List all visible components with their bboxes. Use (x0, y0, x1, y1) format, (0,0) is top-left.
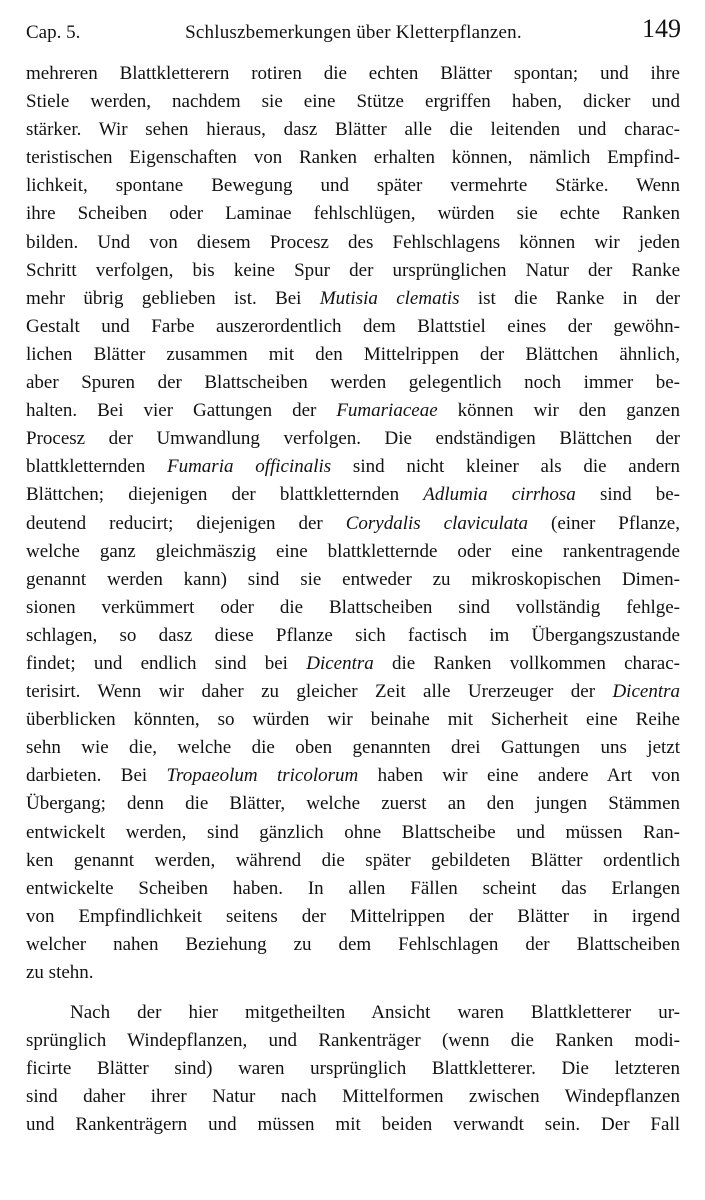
text-line (26, 1027, 680, 1055)
species-name: Corydalis claviculata (345, 512, 529, 534)
paragraph-gap (26, 987, 680, 999)
line-text: die Ranken vollkommen charac- (373, 652, 680, 674)
line-text: schlagen, so dasz diese Pflanze sich factisch im Übergangszustande (26, 624, 680, 646)
text-line (26, 819, 680, 847)
text-line (26, 116, 680, 144)
line-text: überblicken könnten, so würden wir beinahe mit Sicherheit eine Reihe (26, 709, 680, 731)
line-text: darbieten. Bei (26, 765, 167, 787)
line-text: stärker. Wir sehen hieraus, dasz Blätter alle die leitenden und charac- (26, 119, 680, 141)
species-name: Adlumia cirrhosa (423, 484, 576, 506)
line-text: bilden. Und von diesem Procesz des Fehlschlagens können wir jeden (26, 231, 680, 253)
text-line (26, 931, 680, 959)
line-text: sprünglich Windepflanzen, und Rankenträger (wenn die Ranken modi- (26, 1030, 680, 1052)
text-line (26, 229, 680, 257)
chapter-label: Cap. 5. (26, 22, 81, 43)
text-line (26, 847, 680, 875)
line-text: welcher nahen Beziehung zu dem Fehlschlagen der Blattscheiben (26, 933, 680, 955)
text-line (26, 172, 680, 200)
text-line (26, 285, 680, 313)
line-text: sind be- (575, 484, 680, 506)
paragraph-start-line (26, 999, 680, 1027)
line-text: Nach der hier mitgetheilten Ansicht waren Blattkletterer ur- (70, 1002, 680, 1024)
line-text: Blättchen; diejenigen der blattkletternden (26, 484, 424, 506)
line-text: und Rankenträgern und müssen mit beiden verwandt sein. Der Fall (26, 1114, 680, 1136)
text-line (26, 369, 680, 397)
line-text: mehreren Blattkletterern rotiren die echten Blätter spontan; und ihre (26, 63, 680, 84)
line-text: ihre Scheiben oder Laminae fehlschlügen, würden sie echte Ranken (26, 203, 680, 225)
line-text: haben wir eine andere Art von (358, 765, 680, 787)
text-line (26, 875, 680, 903)
text-line (26, 88, 680, 116)
text-line (26, 622, 680, 650)
line-text: ist die Ranke in der (459, 287, 680, 309)
running-title: Schluszbemerkungen über Kletterpflanzen. (185, 22, 522, 43)
line-text: können wir den ganzen (437, 400, 680, 422)
line-text: genannt werden kann) sind sie entweder zu mikroskopischen Dimen- (26, 568, 680, 590)
family-name: Fumariaceae (336, 400, 438, 422)
text-line (26, 734, 680, 762)
line-text: entwickelt werden, sind gänzlich ohne Blattscheibe und müssen Ran- (26, 821, 680, 843)
text-line (26, 144, 680, 172)
line-text: sehn wie die, welche die oben genannten drei Gattungen uns jetzt (26, 737, 680, 759)
line-text: Gestalt und Farbe auszerordentlich dem Blattstiel eines der gewöhn- (26, 315, 680, 337)
line-text: sind nicht kleiner als die andern (331, 456, 680, 478)
line-text: findet; und endlich sind bei (26, 652, 307, 674)
paragraph-end-line (26, 959, 680, 987)
text-line (26, 762, 680, 790)
line-text: lichkeit, spontane Bewegung und später vermehrte Stärke. Wenn (26, 175, 680, 197)
text-line (26, 706, 680, 734)
line-text: halten. Bei vier Gattungen der (26, 400, 337, 422)
line-text: terisirt. Wenn wir daher zu gleicher Zeit alle Urerzeuger der (26, 681, 613, 703)
line-text: blattkletternden (26, 456, 167, 478)
text-line (26, 510, 680, 538)
text-line (26, 200, 680, 228)
text-line (26, 397, 680, 425)
page-number: 149 (642, 14, 681, 43)
species-name: Tropaeolum tricolorum (166, 765, 359, 787)
line-text: von Empfindlichkeit seitens der Mittelrippen der Blätter in irgend (26, 905, 680, 927)
line-text: ficirte Blätter sind) waren ursprünglich Blattkletterer. Die letzteren (26, 1058, 680, 1080)
line-text: lichen Blätter zusammen mit den Mittelrippen der Blättchen ähnlich, (26, 343, 680, 365)
line-text: entwickelte Scheiben haben. In allen Fällen scheint das Erlangen (26, 877, 680, 899)
text-line (26, 1055, 680, 1083)
line-text: Schritt verfolgen, bis keine Spur der ursprünglichen Natur der Ranke (26, 259, 680, 281)
text-line (26, 650, 680, 678)
text-line (26, 538, 680, 566)
line-text: sind daher ihrer Natur nach Mittelformen zwischen Windepflanzen (26, 1086, 680, 1108)
text-line (26, 60, 680, 88)
text-line (26, 313, 680, 341)
genus-name: Dicentra (612, 681, 680, 703)
genus-name: Dicentra (306, 652, 374, 674)
line-text: aber Spuren der Blattscheiben werden gelegentlich noch immer be- (26, 372, 680, 394)
line-text: teristischen Eigenschaften von Ranken erhalten können, nämlich Empfind- (26, 147, 680, 169)
text-line (26, 566, 680, 594)
text-line (26, 1111, 680, 1139)
line-text: sionen verkümmert oder die Blattscheiben sind vollständig fehlge- (26, 596, 680, 618)
line-text: welche ganz gleichmäszig eine blattkletternde oder eine rankentragende (26, 540, 680, 562)
line-text: Stiele werden, nachdem sie eine Stütze ergriffen haben, dicker und (26, 91, 680, 113)
text-line (26, 257, 680, 285)
line-text: mehr übrig geblieben ist. Bei (26, 287, 320, 309)
body-text (26, 60, 680, 1140)
species-name: Mutisia clematis (319, 287, 460, 309)
text-line (26, 1083, 680, 1111)
page-header (26, 14, 681, 54)
text-line (26, 341, 680, 369)
line-text: deutend reducirt; diejenigen der (26, 512, 346, 534)
text-line (26, 453, 680, 481)
text-line (26, 790, 680, 818)
species-name: Fumaria officinalis (166, 456, 332, 478)
text-line (26, 678, 680, 706)
line-text: Übergang; denn die Blätter, welche zuerst an den jungen Stämmen (26, 793, 680, 815)
line-text: zu stehn. (26, 962, 94, 983)
text-line (26, 903, 680, 931)
text-line (26, 425, 680, 453)
text-line (26, 481, 680, 509)
line-text: Procesz der Umwandlung verfolgen. Die endständigen Blättchen der (26, 428, 680, 450)
line-text: ken genannt werden, während die später gebildeten Blätter ordentlich (26, 849, 680, 871)
line-text: (einer Pflanze, (528, 512, 680, 534)
text-line (26, 594, 680, 622)
